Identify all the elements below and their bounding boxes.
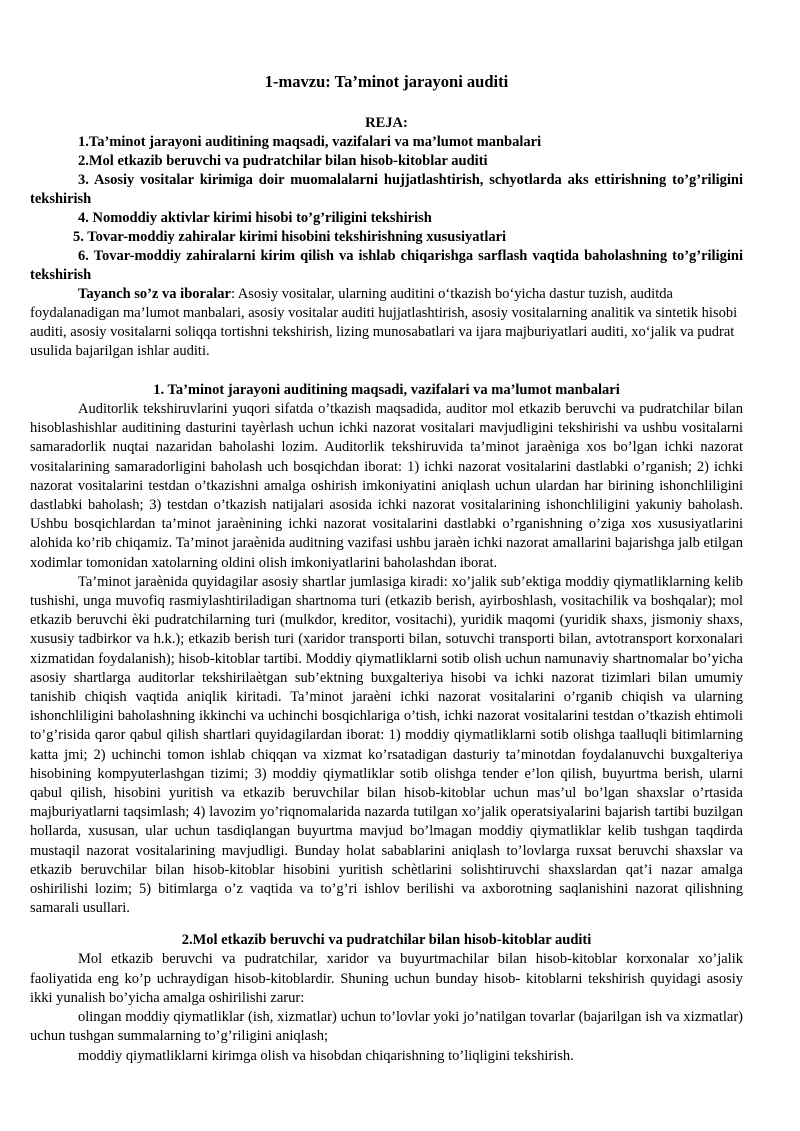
document-title: 1-mavzu: Ta’minot jarayoni auditi — [264, 72, 509, 91]
body-paragraph: Ta’minot jaraènida quyidagilar asosiy shartlar jumlasiga kiradi: xo’jalik sub’ektiga moddiy qiymatliklarning kelib tushishi, unga muvofiq rasmiylashtiriladigan shartnoma turi (etkazib berish, ayirboshlash, vositachilik va boshqalar); mol etkazib beruvchi èki pudratchilarning turi (mulkdor, kreditor, vositachi), yuridik maqomi (yuridik shaxs, jismoniy shaxs, xususiy tadbirkor va h.k.); etkazib berish turi (xaridor transporti bilan, sotuvchi transporti bilan, avtotransport korxonalari xizmatidan foydalanish); hisob-kitoblar tartibi. Moddiy qiymatliklarni sotib olish uchun namunaviy shartnomalar bo’yicha asosiy shartlarga auditorlar tekshirilaètgan sub’ektning buxgalteriya hisobi va ichki nazorat tizimlari bilan umumiy tanishib chiqish vaqtida aniqlik kiritadi. Ta’minot jaraèni ichki nazorat vositalarini o’rganib chiqish va ularning ishonchliligini baholashning ikkinchi va uchinchi bosqichlariga o’tish, ichki nazorat vositalarini testdan o’tkazish ehtimoli to’g’risida qaror qabul qilish shartlari quyidagilardan iborat: 1) moddiy qiymatliklarni sotib olishga taalluqli bitimlarning katta jmi; 2) uchinchi tomon ishlab chiqqan va xizmat ko’rsatadigan dasturiy ta’minotdan foydalanuvchi buxgalteriya hisobining kompyuterlashgan tizimi; 3) moddiy qiymatliklar sotib olishga tender e’lon qilish, buyurtma berish, ularni qabul qilish, hisobini yuritish va etkazib beruvchilar bilan hisob-kitoblar uchun mas’ul bo’lgan shaxslar o’rtasida majburiyatlarni taqsimlash; 4) lavozim yo’riqnomalarida nazarda tutilgan xo’jalik operatsiyalarini bajarish tartibi buzilgan hollarda, xususan, ular uchun tasdiqlangan buyurtma mavjud bo’lmagan moddiy qiymatliklar kelib tushgan taqdirda mustaqil nazorat vositalarining mavjudligi. Bunday holat sabablarini aniqlash to’lovlarga ruxsat beruvchi shaxslar va etkazib beruvchilar bilan hisob-kitoblar hisobini yuritish schètlarini solishtiruvchi shaxslardan qat’i nazar amalga oshirilishi lozim; 5) bitimlarga o’z vaqtida va to’g’ri ishlov berilishi va axborotning saqlanishini nazorat qilishning samarali usullari. — [30, 573, 743, 917]
section-2-heading: 2.Mol etkazib beruvchi va pudratchilar bilan hisob-kitoblar auditi — [181, 932, 592, 949]
plan-item: 2.Mol etkazib beruvchi va pudratchilar bilan hisob-kitoblar auditi — [78, 153, 488, 169]
section-1-heading: 1. Ta’minot jarayoni auditining maqsadi, vazifalari va ma’lumot manbalari — [153, 382, 620, 398]
plan-item: 1.Ta’minot jarayoni auditining maqsadi, vazifalari va ma’lumot manbalari — [78, 134, 542, 150]
body-paragraph: moddiy qiymatliklarni kirimga olish va hisobdan chiqarishning to’liqligini tekshirish. — [78, 1047, 574, 1064]
keywords-paragraph — [30, 285, 743, 361]
keywords-label: Tayanch so’z va iboralar — [78, 286, 231, 302]
keywords-text: : Asosiy vositalar, ularning auditini o‘tkazish bo‘yicha dastur tuzish, auditda foydalanadigan ma’lumot manbalari, asosiy vositalar auditi hujjatlashtirish, asosiy vositalarning analitik va sintetik hisobi auditi, asosiy vositalarni soliqqa tortishni tekshirish, lizing munosabatlari va ijara majburiyatlari auditi, xo‘jalik va pudrat usulida bajarilgan ishlar auditi. — [30, 286, 738, 359]
plan-item: 4. Nomoddiy aktivlar kirimi hisobi to’g’riligini tekshirish — [78, 210, 432, 226]
plan-label: REJA: — [365, 115, 408, 131]
body-paragraph: Mol etkazib beruvchi va pudratchilar, xaridor va buyurtmachilar bilan hisob-kitoblar korxonalar xo’jalik faoliyatida eng ko’p uchraydigan hisob-kitoblardir. Shuning uchun bunday hisob- kitoblarni tekshirish quyidagi asosiy ikki yunalish bo’yicha amalga oshirilishi zarur: — [30, 951, 743, 1006]
body-paragraph: olingan moddiy qiymatliklar (ish, xizmatlar) uchun to’lovlar yoki jo’natilgan tovarlar (bajarilgan ish va xizmatlar) uchun tushgan summalarning to’g’riligini aniqlash; — [30, 1009, 743, 1045]
document-page — [30, 72, 743, 1066]
plan-item: 3. Asosiy vositalar kirimiga doir muomalalarni hujjatlashtirish, schyotlarda aks ettirishning to’g’riligini tekshirish — [30, 172, 743, 207]
plan-item: 6. Tovar-moddiy zahiralarni kirim qilish va ishlab chiqarishga sarflash vaqtida baholashning to’g’riligini tekshirish — [30, 248, 743, 283]
body-paragraph: Auditorlik tekshiruvlarini yuqori sifatda o’tkazish maqsadida, auditor mol etkazib beruvchi va pudratchilar bilan hisoblashishlar auditining dasturini tayèrlash uchun ichki nazorat vositalari mavjudligini tekshirishi va ushbu vositalarni samaradorlik nuqtai nazaridan baholashi lozim. Auditorlik tekshiruvida ta’minot jaraèniga xos bo’lgan ichki nazorat vositalarining samaradorligini baholash uch bosqichdan iborat: 1) ichki nazorat vositalarini dastlabki o’rganish; 2) ichki nazorat vositalarini testdan o’tkazishni amalga oshirish imkoniyatini aniqlash uchun ulardan har birining ishonchliligini dastlabki baholash; 3) testdan o’tkazish natijalari asosida ichki nazorat vositalarining ishonchliligini yakuniy baholash. Ushbu bosqichlardan ta’minot jaraènining ichki nazorat vositalarini dastlabki o’rganishning o’ziga xos xususiyatlarini alohida ko’rib chiqamiz. Ta’minot jaraènida auditning vazifasi ushbu jaraèn ichki nazorat amallarini bajarishga jalb etilgan xodimlar tomonidan xatolarning oldini olish imkoniyatlarini baholashdan iborat. — [30, 401, 743, 571]
plan-item: 5. Tovar-moddiy zahiralar kirimi hisobini tekshirishning xususiyatlari — [73, 229, 507, 245]
